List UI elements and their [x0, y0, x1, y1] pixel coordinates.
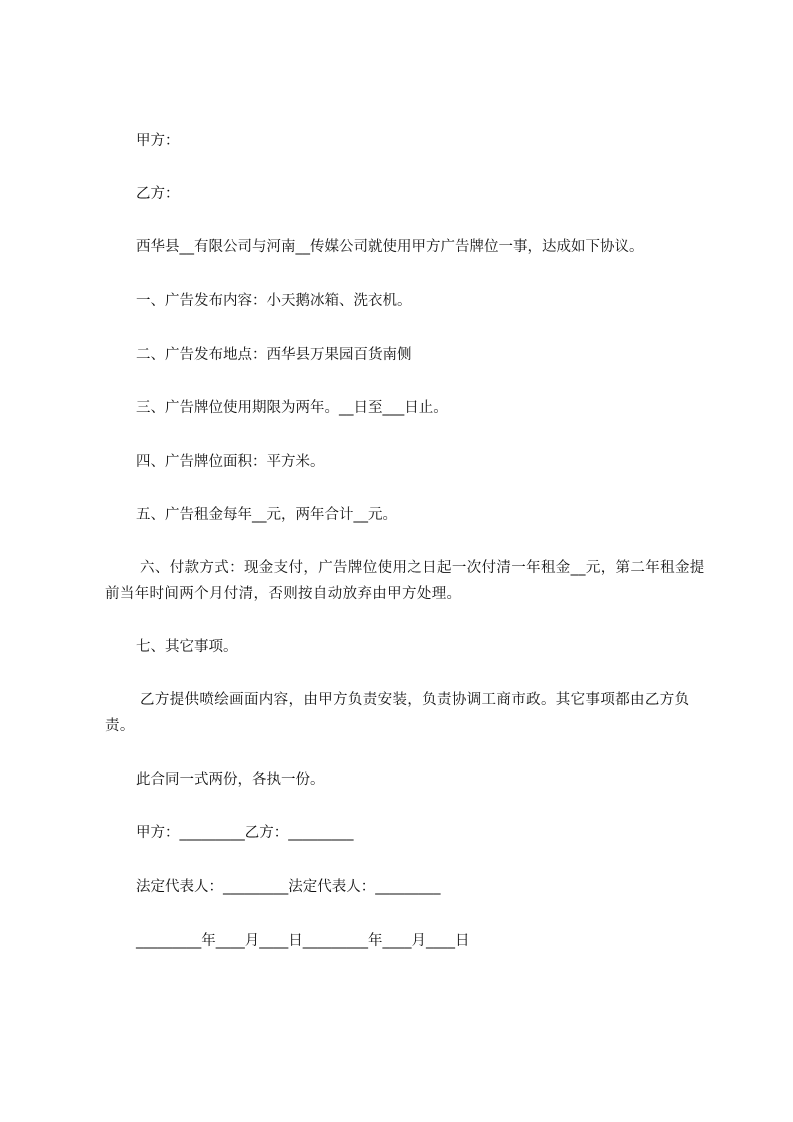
clause-4: 四、广告牌位面积：平方米。 — [136, 454, 325, 470]
clause-1: 一、广告发布内容：小天鹅冰箱、洗衣机。 — [136, 293, 412, 309]
clause-7-detail: 乙方提供喷绘画面内容，由甲方负责安装，负责协调工商市政。其它事项都由乙方负责。 — [105, 692, 690, 734]
clause-5: 五、广告租金每年__元，两年合计__元。 — [136, 507, 397, 523]
clause-7-heading: 七、其它事项。 — [136, 639, 238, 655]
clause-6-payment: 六、付款方式：现金支付，广告牌位使用之日起一次付清一年租金__元，第二年租金提前当年时间两个月付清，否则按自动放弃由甲方处理。 — [105, 560, 705, 602]
copies-statement: 此合同一式两份，各执一份。 — [136, 772, 325, 788]
clause-2: 二、广告发布地点：西华县万果园百货南侧 — [136, 347, 412, 363]
party-b-label: 乙方： — [136, 186, 180, 202]
signature-dates: _________年____月____日_________年____月____日 — [136, 933, 470, 949]
contract-intro: 西华县__有限公司与河南__传媒公司就使用甲方广告牌位一事，达成如下协议。 — [136, 239, 644, 255]
clause-3: 三、广告牌位使用期限为两年。__日至___日止。 — [136, 400, 448, 416]
signature-parties: 甲方：_________乙方：_________ — [136, 825, 354, 841]
signature-representatives: 法定代表人：_________法定代表人：_________ — [136, 879, 441, 895]
party-a-label: 甲方： — [136, 133, 180, 149]
